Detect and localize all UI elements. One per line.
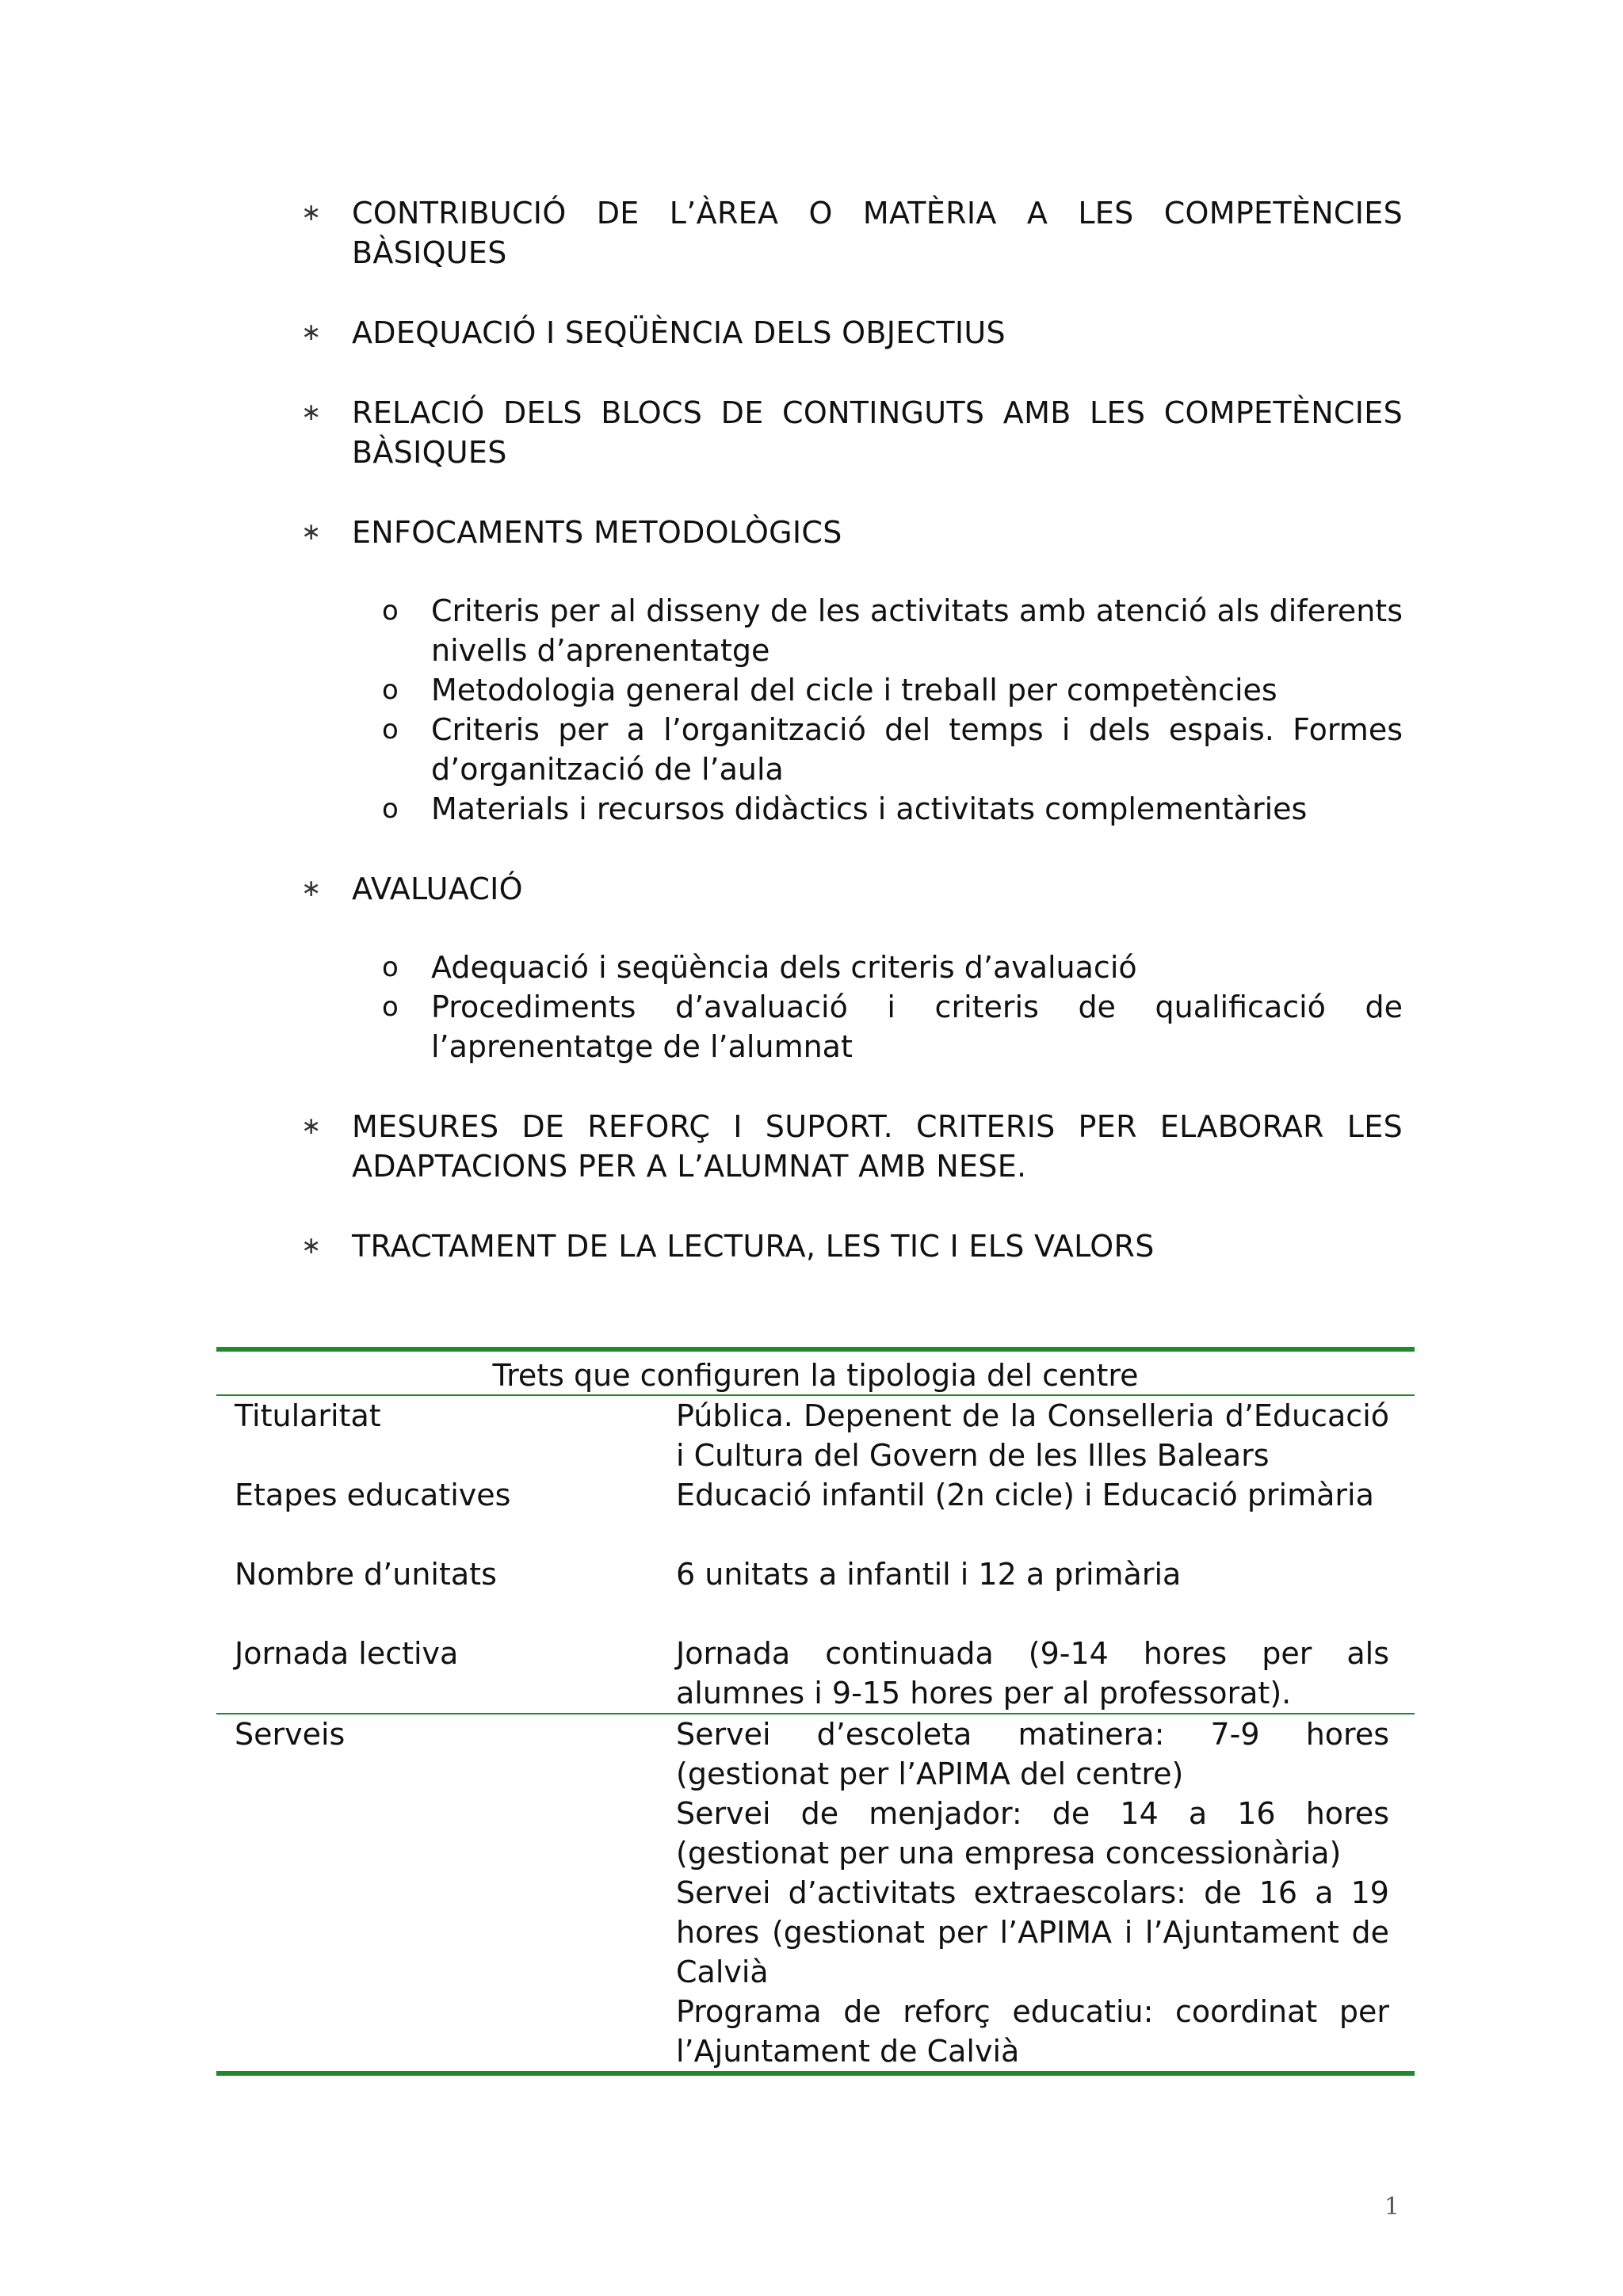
- circle-bullet-icon: o: [382, 714, 399, 746]
- outline-subitem-text: Procediments d’avaluació i criteris de qualificació de l’aprenentatge de l’alumnat: [431, 990, 1403, 1064]
- outline-item: [293, 869, 1403, 909]
- outline-sublist: [293, 948, 1403, 1066]
- circle-bullet-icon: o: [382, 952, 399, 983]
- outline-sublist: [293, 591, 1403, 829]
- asterisk-bullet-icon: ∗: [301, 318, 322, 346]
- row-value-line: Servei de menjador: de 14 a 16 hores (gestionat per una empresa concessionària): [676, 1796, 1389, 1871]
- table-row: [216, 1554, 1415, 1594]
- table-row: [216, 1714, 1415, 2071]
- asterisk-bullet-icon: ∗: [301, 518, 322, 546]
- outline-subitem: [382, 670, 1403, 710]
- table-row: [216, 1634, 1415, 1713]
- row-value-line: Jornada continuada (9-14 hores per als alumnes i 9-15 hores per al professorat).: [676, 1636, 1389, 1711]
- outline-item-text: TRACTAMENT DE LA LECTURA, LES TIC I ELS VALORS: [352, 1229, 1155, 1264]
- circle-bullet-icon: o: [382, 991, 399, 1023]
- row-value-line: Servei d’activitats extraescolars: de 16 a 19 hores (gestionat per l’APIMA i l’Ajuntament de Calvià: [676, 1875, 1389, 1989]
- outline-subitem: [382, 710, 1403, 789]
- row-value-line: Pública. Depenent de la Conselleria d’Educació i Cultura del Govern de les Illes Balears: [676, 1398, 1389, 1473]
- row-label: Jornada lectiva: [235, 1636, 459, 1671]
- row-value: [676, 1554, 1389, 1594]
- outline-item: [293, 313, 1403, 353]
- page-number: 1: [1384, 2193, 1400, 2221]
- asterisk-bullet-icon: ∗: [301, 199, 322, 227]
- outline-subitem-text: Adequació i seqüència dels criteris d’avaluació: [431, 950, 1137, 985]
- outline-subitem-text: Metodologia general del cicle i treball per competències: [431, 673, 1277, 707]
- row-value: [676, 1714, 1389, 2071]
- outline-item-text: ADEQUACIÓ I SEQÜÈNCIA DELS OBJECTIUS: [352, 315, 1006, 350]
- circle-bullet-icon: o: [382, 674, 399, 706]
- outline-item: [293, 1226, 1403, 1266]
- table-row: [216, 1475, 1415, 1515]
- outline-subitem-text: Criteris per a l’organització del temps i dels espais. Formes d’organització de l’aula: [431, 712, 1403, 787]
- row-label: Etapes educatives: [235, 1478, 511, 1512]
- asterisk-bullet-icon: ∗: [301, 875, 322, 902]
- outline-item-text: ENFOCAMENTS METODOLÒGICS: [352, 515, 842, 550]
- row-spacer: [216, 1515, 1415, 1554]
- section-outline: [293, 193, 1403, 1306]
- row-value: [676, 1634, 1389, 1713]
- row-label: Titularitat: [235, 1398, 381, 1433]
- outline-item-text: CONTRIBUCIÓ DE L’ÀREA O MATÈRIA A LES COMPETÈNCIES BÀSIQUES: [352, 196, 1403, 270]
- outline-subitem: [382, 987, 1403, 1066]
- row-label: Nombre d’unitats: [235, 1557, 497, 1592]
- table-bottom-rule: [216, 2071, 1415, 2076]
- outline-subitem-text: Materials i recursos didàctics i activitats complementàries: [431, 791, 1308, 826]
- circle-bullet-icon: o: [382, 793, 399, 825]
- row-label: Serveis: [235, 1717, 346, 1752]
- outline-item: [293, 193, 1403, 273]
- outline-item: [293, 393, 1403, 472]
- row-spacer: [216, 1594, 1415, 1634]
- outline-subitem: [382, 591, 1403, 670]
- row-value-line: Programa de reforç educatiu: coordinat per l’Ajuntament de Calvià: [676, 1994, 1389, 2069]
- row-value: [676, 1475, 1389, 1515]
- asterisk-bullet-icon: ∗: [301, 1112, 322, 1140]
- outline-subitem: [382, 789, 1403, 829]
- asterisk-bullet-icon: ∗: [301, 1232, 322, 1260]
- row-value-line: 6 unitats a infantil i 12 a primària: [676, 1557, 1182, 1592]
- table-row: [216, 1396, 1415, 1475]
- row-value-line: Servei d’escoleta matinera: 7-9 hores (gestionat per l’APIMA del centre): [676, 1717, 1389, 1791]
- row-value-line: Educació infantil (2n cicle) i Educació primària: [676, 1478, 1374, 1512]
- row-value: [676, 1396, 1389, 1475]
- outline-item: [293, 1107, 1403, 1186]
- circle-bullet-icon: o: [382, 595, 399, 627]
- outline-item-text: AVALUACIÓ: [352, 871, 523, 906]
- outline-item-text: MESURES DE REFORÇ I SUPORT. CRITERIS PER ELABORAR LES ADAPTACIONS PER A L’ALUMNAT AMB NESE.: [352, 1109, 1403, 1184]
- asterisk-bullet-icon: ∗: [301, 399, 322, 426]
- centre-typology-table: [216, 1347, 1415, 2076]
- outline-item-text: RELACIÓ DELS BLOCS DE CONTINGUTS AMB LES COMPETÈNCIES BÀSIQUES: [352, 395, 1403, 470]
- outline-subitem: [382, 948, 1403, 987]
- outline-subitem-text: Criteris per al disseny de les activitats amb atenció als diferents nivells d’aprenentatge: [431, 593, 1403, 668]
- outline-item: [293, 513, 1403, 552]
- table-caption: Trets que configuren la tipologia del centre: [492, 1358, 1139, 1393]
